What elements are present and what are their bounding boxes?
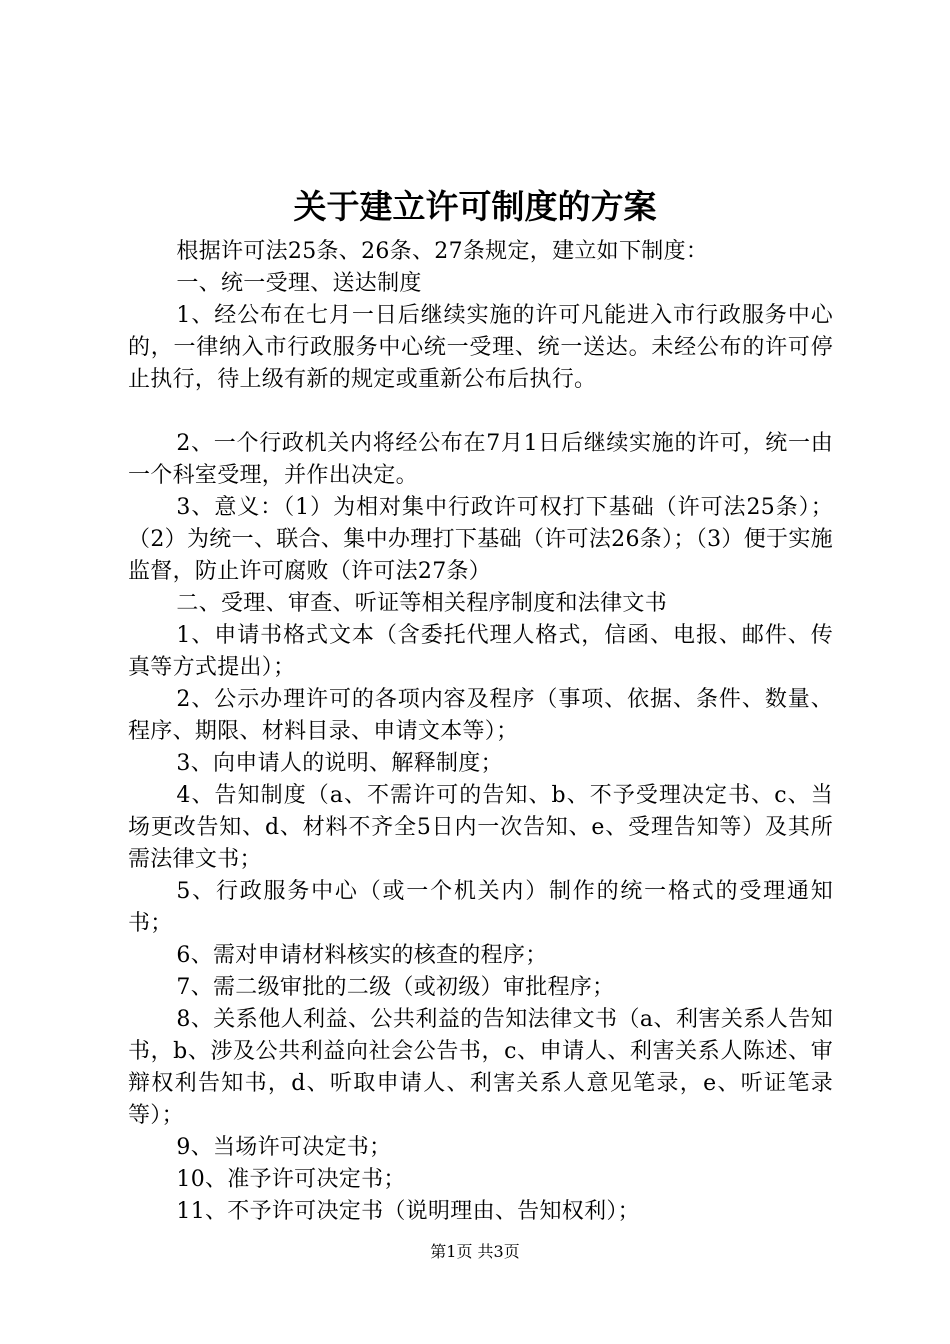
- paragraph-section-2-item-8: 8、关系他人利益、公共利益的告知法律文书（a、利害关系人告知书，b、涉及公共利益向社会公告书，c、申请人、利害关系人陈述、审辩权利告知书，d、听取申请人、利害关系人意见笔录，e、听证笔录等）；: [128, 1007, 833, 1128]
- document-body: [128, 236, 833, 1228]
- page-footer: 第1页 共3页: [430, 1242, 520, 1261]
- paragraph-section-2-item-9: 9、当场许可决定书；: [176, 1135, 392, 1160]
- paragraph-section-1-item-3: 3、意义：（1）为相对集中行政许可权打下基础（许可法25条）；（2）为统一、联合、集中办理打下基础（许可法26条）；（3）便于实施监督，防止许可腐败（许可法27条）: [128, 495, 833, 584]
- paragraph-section-2-heading: 二、受理、审查、听证等相关程序制度和法律文书: [176, 591, 667, 616]
- paragraph-section-2-item-1: 1、申请书格式文本（含委托代理人格式，信函、电报、邮件、传真等方式提出）；: [128, 623, 833, 680]
- paragraph-section-2-item-3: 3、向申请人的说明、解释制度；: [176, 751, 503, 776]
- document-title: 关于建立许可制度的方案: [293, 187, 657, 226]
- paragraph-section-2-item-5: 5、行政服务中心（或一个机关内）制作的统一格式的受理通知书；: [128, 879, 833, 936]
- paragraph-section-2-item-6: 6、需对申请材料核实的核查的程序；: [176, 943, 548, 968]
- paragraph-intro: 根据许可法25条、26条、27条规定，建立如下制度：: [176, 239, 709, 264]
- paragraph-section-2-item-7: 7、需二级审批的二级（或初级）审批程序；: [176, 975, 615, 1000]
- paragraph-section-1-item-1: 1、经公布在七月一日后继续实施的许可凡能进入市行政服务中心的，一律纳入市行政服务中心统一受理、统一送达。未经公布的许可停止执行，待上级有新的规定或重新公布后执行。: [128, 303, 833, 392]
- paragraph-section-2-item-4: 4、告知制度（a、不需许可的告知、b、不予受理决定书、c、当场更改告知、d、材料不齐全5日内一次告知、e、受理告知等）及其所需法律文书；: [128, 783, 833, 872]
- paragraph-section-2-item-11: 11、不予许可决定书（说明理由、告知权利）；: [176, 1199, 640, 1224]
- paragraph-section-2-item-10: 10、准予许可决定书；: [176, 1167, 406, 1192]
- paragraph-section-2-item-2: 2、公示办理许可的各项内容及程序（事项、依据、条件、数量、程序、期限、材料目录、申请文本等）；: [128, 687, 833, 744]
- paragraph-section-1-item-2: 2、一个行政机关内将经公布在7月1日后继续实施的许可，统一由一个科室受理，并作出决定。: [128, 431, 833, 488]
- paragraph-section-1-heading: 一、统一受理、送达制度: [176, 271, 422, 296]
